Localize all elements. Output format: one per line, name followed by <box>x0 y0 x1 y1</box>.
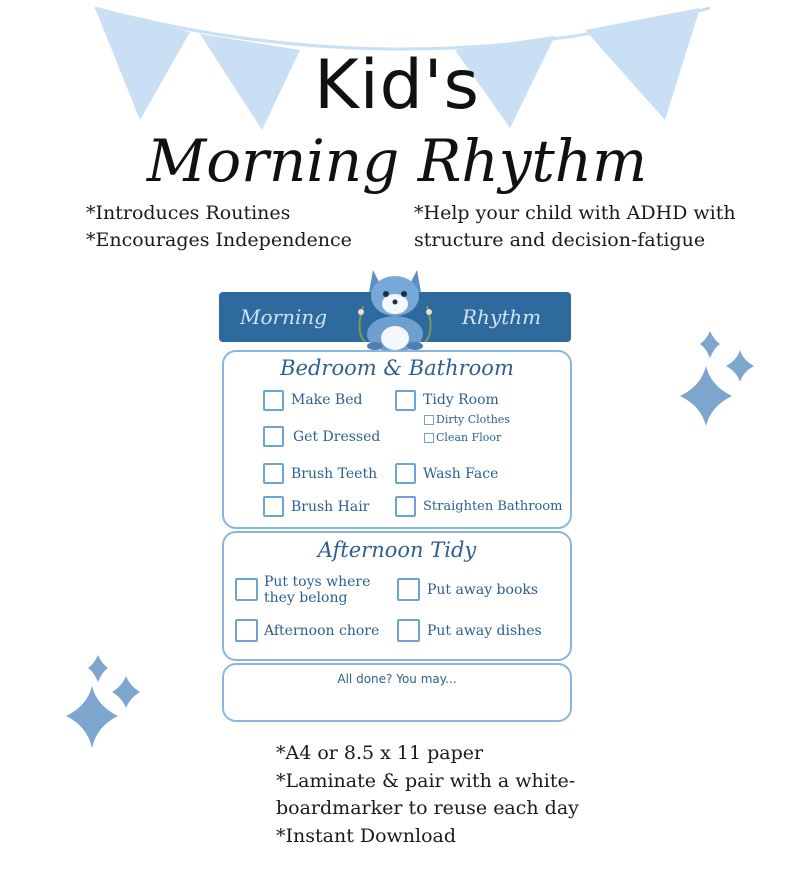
afternoon-tidy-title: Afternoon Tidy <box>317 538 477 562</box>
sparkle-icon <box>60 652 150 757</box>
banner-word-right: Rhythm <box>462 305 542 329</box>
title-morning-rhythm: Morning Rhythm <box>146 127 648 195</box>
dirty-clothes-label: Dirty Clothes <box>436 413 510 426</box>
afternoon-chore-label: Afternoon chore <box>264 623 380 639</box>
straighten-bathroom-label: Straighten Bathroom <box>423 499 563 514</box>
note-line: boardmarker to reuse each day <box>276 797 579 819</box>
clean-floor-label: Clean Floor <box>436 431 502 444</box>
fox-icon <box>345 262 445 354</box>
clean-floor-checkbox[interactable] <box>424 433 434 443</box>
feature-line: structure and decision-fatigue <box>414 229 706 251</box>
note-line: *A4 or 8.5 x 11 paper <box>276 742 484 764</box>
make-bed-checkbox[interactable] <box>263 390 284 411</box>
banner-word-left: Morning <box>240 305 328 329</box>
bedroom-bathroom-title: Bedroom & Bathroom <box>280 356 514 380</box>
note-line: *Instant Download <box>276 824 457 847</box>
make-bed-label: Make Bed <box>291 392 363 408</box>
brush-hair-label: Brush Hair <box>291 499 370 515</box>
sparkle-icon <box>670 328 760 438</box>
put-toys-checkbox[interactable] <box>235 578 258 601</box>
features-left <box>86 200 352 254</box>
wash-face-label: Wash Face <box>423 466 499 482</box>
put-toys-line: Put toys where <box>264 574 371 590</box>
get-dressed-checkbox[interactable] <box>263 426 284 447</box>
product-notes <box>276 740 579 850</box>
put-away-dishes-checkbox[interactable] <box>397 619 420 642</box>
tidy-room-label: Tidy Room <box>423 392 499 408</box>
all-done-text: All done? You may... <box>337 672 457 686</box>
feature-line: *Introduces Routines <box>86 202 291 224</box>
features-right <box>414 200 736 254</box>
tidy-room-checkbox[interactable] <box>395 390 416 411</box>
straighten-bathroom-checkbox[interactable] <box>395 496 416 517</box>
feature-line: *Help your child with ADHD with <box>414 202 736 224</box>
put-away-books-checkbox[interactable] <box>397 578 420 601</box>
get-dressed-label: Get Dressed <box>293 429 381 445</box>
put-toys-label <box>264 574 370 606</box>
brush-teeth-checkbox[interactable] <box>263 463 284 484</box>
feature-line: *Encourages Independence <box>86 229 352 251</box>
note-line: *Laminate & pair with a white- <box>276 769 576 792</box>
title-kids: Kid's <box>314 46 480 125</box>
put-away-books-label: Put away books <box>427 582 539 598</box>
put-away-dishes-label: Put away dishes <box>427 623 542 639</box>
afternoon-chore-checkbox[interactable] <box>235 619 258 642</box>
wash-face-checkbox[interactable] <box>395 463 416 484</box>
brush-teeth-label: Brush Teeth <box>291 466 378 482</box>
dirty-clothes-checkbox[interactable] <box>424 415 434 425</box>
brush-hair-checkbox[interactable] <box>263 496 284 517</box>
put-toys-line: they belong <box>264 590 348 606</box>
